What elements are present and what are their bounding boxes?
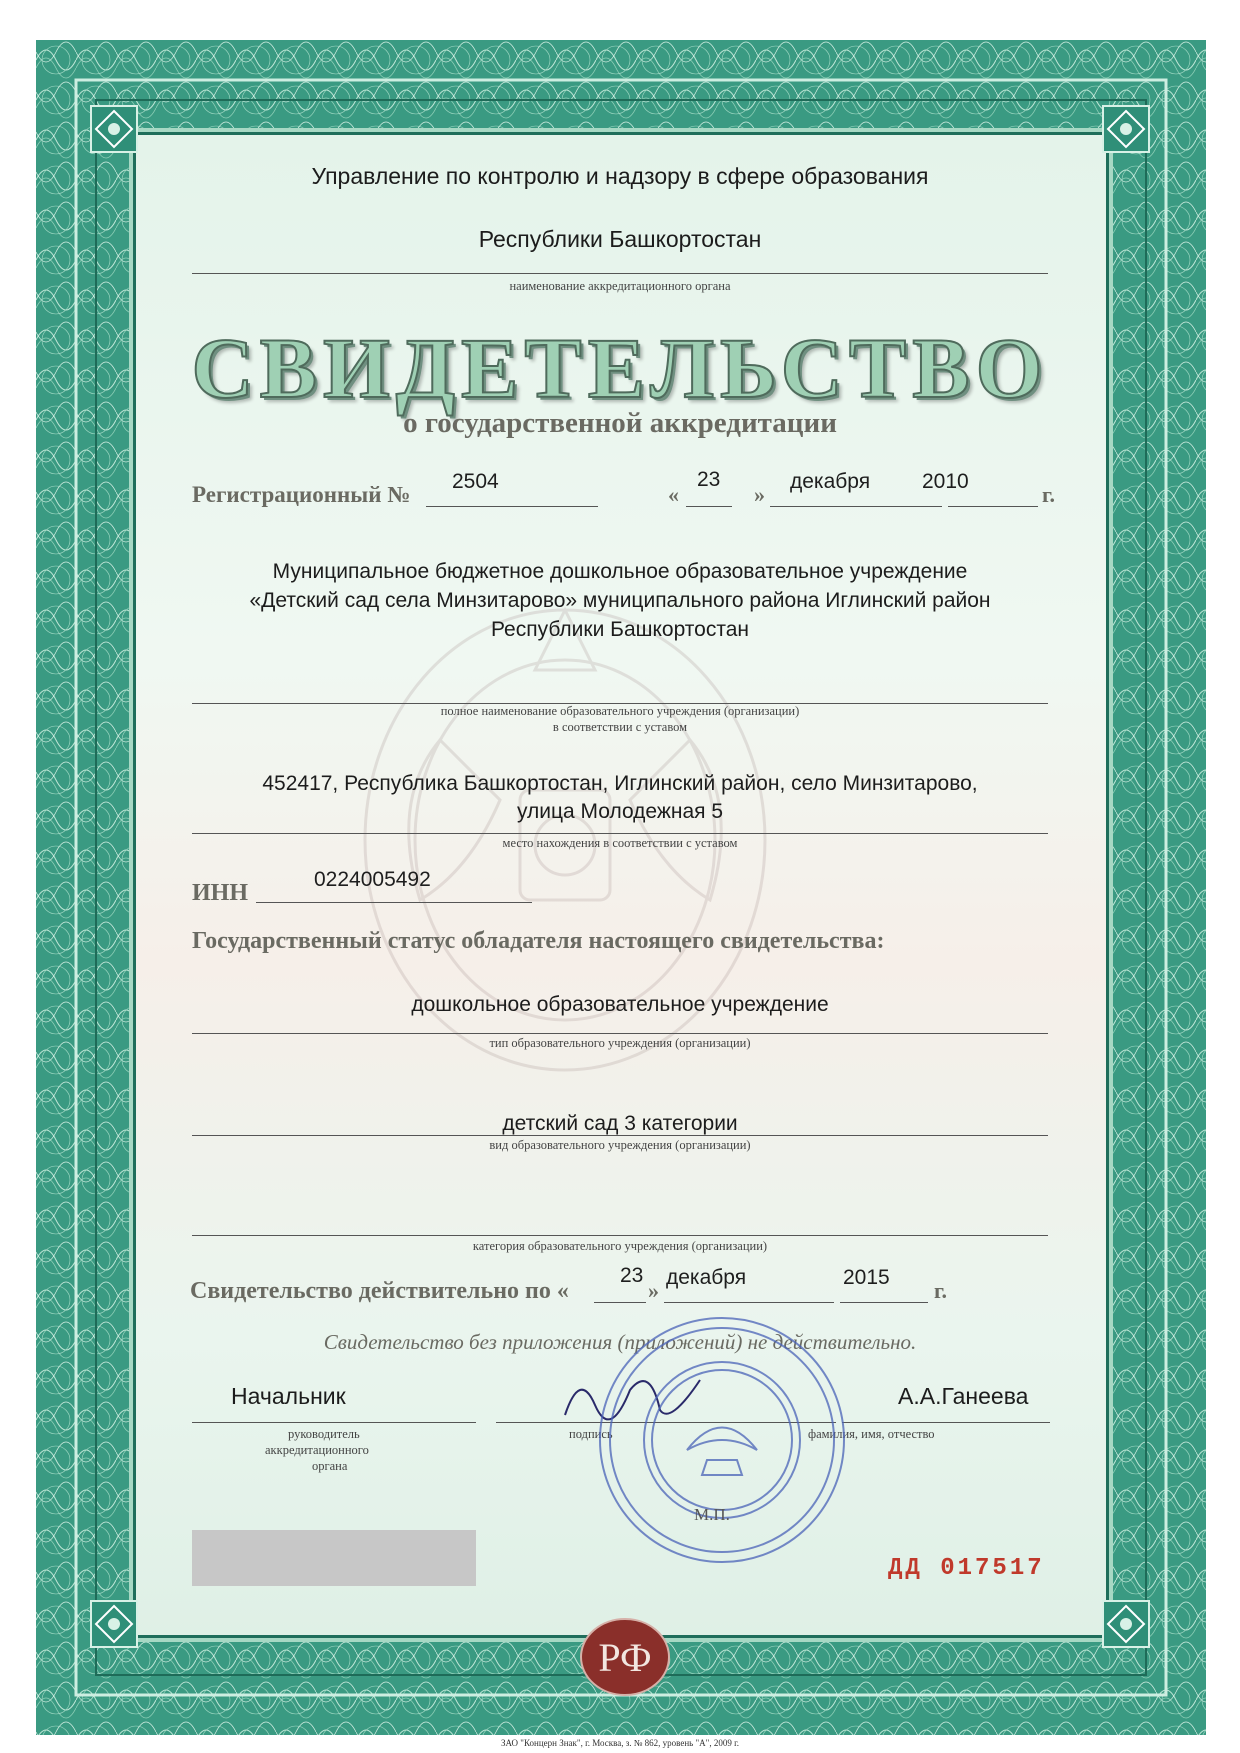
official-seal bbox=[592, 1310, 852, 1570]
position-caption-3: органа bbox=[312, 1459, 348, 1473]
validity-day-underline bbox=[594, 1302, 646, 1303]
signature-caption: подпись bbox=[569, 1427, 613, 1441]
institution-name-line2: «Детский сад села Минзитарово» муниципального района Иглинский район bbox=[249, 589, 991, 612]
institution-name-line1: Муниципальное бюджетное дошкольное образовательное учреждение bbox=[272, 560, 968, 583]
category-underline bbox=[192, 1235, 1048, 1236]
registration-quote-open: « bbox=[668, 482, 679, 507]
validity-notice: Свидетельство без приложения (приложений) не действительно. bbox=[323, 1330, 917, 1354]
institution-caption-1: полное наименование образовательного учреждения (организации) bbox=[440, 704, 800, 718]
document-subtitle: о государственной аккредитации bbox=[403, 407, 837, 439]
address-caption: место нахождения в соответствии с уставом bbox=[502, 836, 738, 850]
validity-month-underline bbox=[664, 1302, 834, 1303]
registration-number: 2504 bbox=[452, 470, 499, 493]
registration-month: декабря bbox=[790, 470, 871, 493]
registration-number-underline bbox=[426, 506, 598, 507]
signatory-name: А.А.Ганеева bbox=[898, 1383, 1029, 1409]
type-caption: тип образовательного учреждения (организации) bbox=[489, 1036, 751, 1050]
name-underline bbox=[842, 1422, 1050, 1423]
validity-year-underline bbox=[840, 1302, 928, 1303]
position-caption-2: аккредитационного bbox=[265, 1443, 369, 1457]
validity-quote-close: » bbox=[648, 1278, 659, 1303]
printer-footer: ЗАО "Концерн Знак", г. Москва, з. № 862, уровень "А", 2009 г. bbox=[500, 1738, 740, 1748]
registration-month-underline bbox=[770, 506, 942, 507]
authority-underline bbox=[192, 273, 1048, 274]
authority-name-line2: Республики Башкортостан bbox=[478, 226, 762, 252]
serial-number: ДД 017517 bbox=[888, 1555, 1045, 1582]
registration-year: 2010 bbox=[922, 470, 969, 493]
redacted-block bbox=[192, 1530, 476, 1586]
validity-month: декабря bbox=[666, 1266, 747, 1289]
institution-name-line3: Республики Башкортостан bbox=[490, 618, 750, 641]
position-underline bbox=[192, 1422, 476, 1423]
institution-kind: детский сад 3 категории bbox=[502, 1112, 738, 1135]
category-caption: категория образовательного учреждения (организации) bbox=[472, 1239, 768, 1253]
status-heading: Государственный статус обладателя настоящего свидетельства: bbox=[192, 928, 885, 954]
inn-value: 0224005492 bbox=[314, 868, 431, 891]
corner-ornament-icon bbox=[1102, 1600, 1150, 1648]
corner-ornament-icon bbox=[90, 1600, 138, 1648]
validity-day: 23 bbox=[620, 1264, 644, 1287]
registration-quote-close: » bbox=[754, 482, 765, 507]
position-caption-1: руководитель bbox=[288, 1427, 360, 1441]
kind-underline bbox=[192, 1135, 1048, 1136]
kind-caption: вид образовательного учреждения (организации) bbox=[489, 1138, 751, 1152]
validity-year-suffix: г. bbox=[934, 1278, 948, 1303]
validity-label: Свидетельство действительно по « bbox=[190, 1278, 569, 1304]
registration-label: Регистрационный № bbox=[192, 482, 411, 507]
corner-ornament-icon bbox=[1102, 105, 1150, 153]
rf-logo-text: РФ bbox=[598, 1635, 652, 1680]
address-line1: 452417, Республика Башкортостан, Иглинский район, село Минзитарово, bbox=[262, 772, 978, 795]
institution-type: дошкольное образовательное учреждение bbox=[411, 993, 829, 1016]
validity-year: 2015 bbox=[843, 1266, 890, 1289]
registration-year-underline bbox=[948, 506, 1038, 507]
inn-underline bbox=[256, 902, 532, 903]
rf-logo bbox=[577, 1615, 673, 1699]
signatory-position: Начальник bbox=[231, 1383, 346, 1409]
authority-name-line1: Управление по контролю и надзору в сфере образования bbox=[311, 163, 929, 189]
registration-day: 23 bbox=[697, 468, 721, 491]
institution-caption-2: в соответствии с уставом bbox=[552, 720, 688, 734]
authority-caption: наименование аккредитационного органа bbox=[509, 279, 731, 293]
address-line2: улица Молодежная 5 bbox=[516, 800, 724, 823]
corner-ornament-icon bbox=[90, 105, 138, 153]
address-underline bbox=[192, 833, 1048, 834]
type-underline bbox=[192, 1033, 1048, 1034]
inn-label: ИНН bbox=[192, 880, 249, 906]
registration-year-suffix: г. bbox=[1042, 482, 1056, 507]
name-caption: фамилия, имя, отчество bbox=[808, 1427, 935, 1441]
registration-day-underline bbox=[686, 506, 732, 507]
stamp-place-label: М.П. bbox=[694, 1505, 730, 1524]
document-title: СВИДЕТЕЛЬСТВО bbox=[191, 320, 1049, 416]
